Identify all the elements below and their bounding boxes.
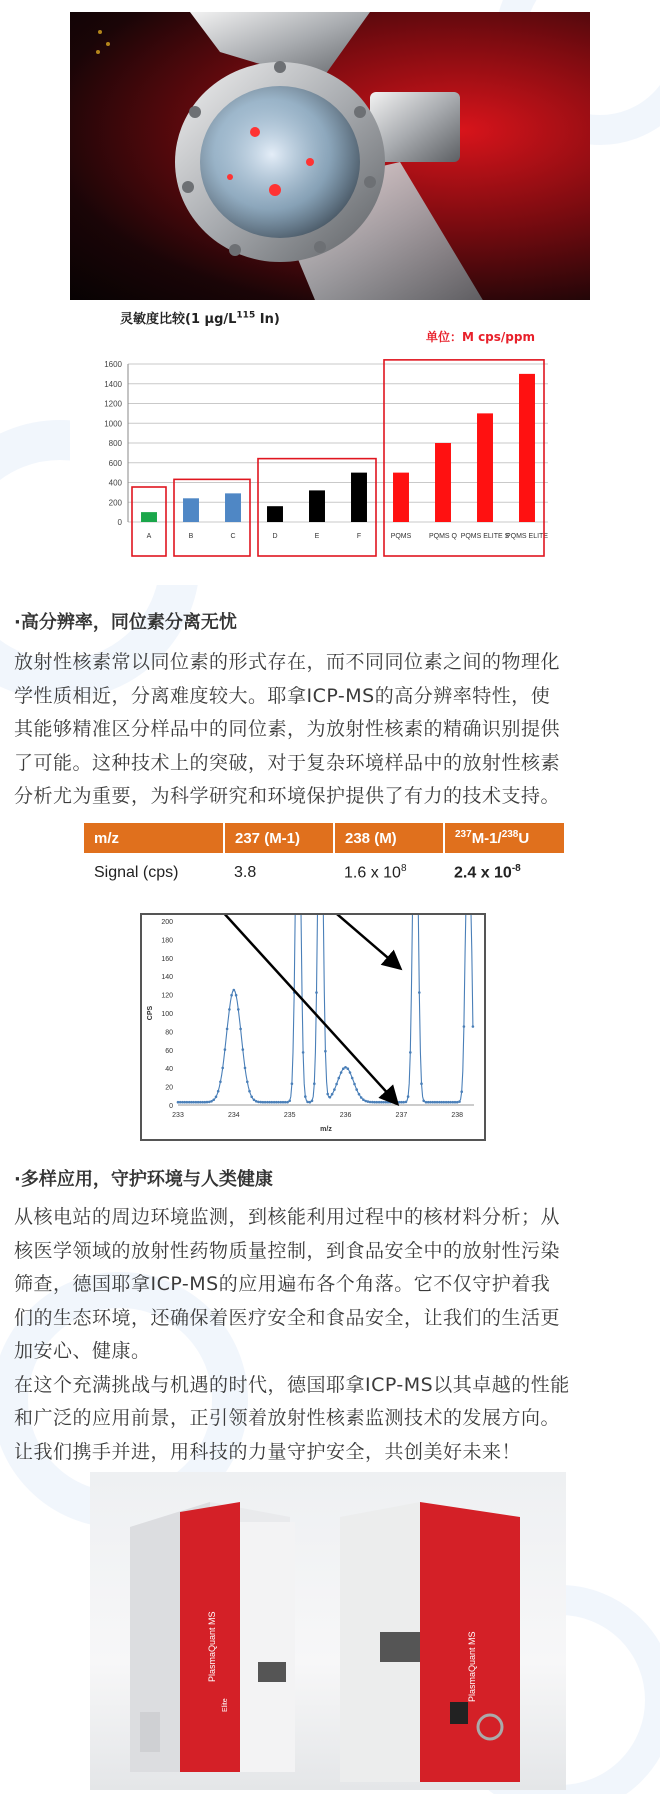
spectrum-point — [376, 1101, 379, 1104]
section-paragraph-resolution — [14, 646, 654, 814]
y-tick-label: 1600 — [104, 360, 122, 369]
spectrum-point — [409, 1051, 412, 1054]
spectrum-point — [306, 1101, 309, 1104]
bar — [393, 473, 409, 522]
table-cell: 1.6 x $10^8$ — [344, 863, 407, 882]
para-line: 分析尤为重要，为科学研究和环境保护提供了有力的技术支持。 — [14, 785, 561, 807]
table-header: m/z — [84, 823, 224, 853]
spectrum-point — [248, 1090, 251, 1093]
spectrum-point — [353, 1083, 356, 1086]
instrument-illustration — [90, 1472, 566, 1790]
para-line: 从核电站的周边环境监测，到核能利用过程中的核材料分析；从 — [14, 1206, 561, 1228]
spectrum-point — [456, 1101, 459, 1104]
spectrum-point — [358, 1093, 361, 1096]
spectrum-point — [246, 1081, 249, 1084]
para-line: 学性质相近，分离难度较大。耶拿ICP-MS的高分辨率特性，使 — [14, 684, 551, 707]
spectrum-point — [255, 1100, 258, 1103]
y-tick-label: 800 — [108, 439, 122, 448]
spectrum-point — [405, 1101, 408, 1104]
spectrum-point — [264, 1101, 267, 1104]
spectrum-point — [235, 994, 238, 997]
chart-unit: 单位：M cps/ppm — [425, 330, 535, 344]
spectrum-point — [333, 1088, 336, 1091]
section-heading-resolution: ·高分辨率，同位素分离无忧 — [14, 612, 237, 633]
x-tick-label: 236 — [339, 1112, 352, 1119]
spectrum-point — [364, 1100, 367, 1103]
y-tick-label: 80 — [165, 1029, 173, 1037]
table-cell: 2.4 x $10^{-8}$ — [454, 863, 521, 882]
y-tick-label: 400 — [108, 478, 122, 488]
spectrum-point — [313, 1082, 316, 1085]
spectrum-point — [284, 1101, 287, 1104]
bar — [309, 490, 325, 522]
x-tick-label: A — [146, 533, 152, 540]
x-tick-label: 234 — [228, 1112, 240, 1119]
spectrum-point — [344, 1066, 347, 1069]
product-image — [90, 1472, 566, 1790]
spectrum-point — [362, 1098, 365, 1101]
spectrum-point — [351, 1077, 354, 1080]
product-sublabel-left: Elite — [222, 1698, 229, 1712]
spectrum-point — [311, 1100, 314, 1103]
spectrum-point — [309, 1101, 312, 1104]
y-tick-label: 60 — [165, 1047, 173, 1055]
spectrum-point — [179, 1101, 182, 1104]
spectrum-point — [242, 1048, 245, 1051]
y-tick-label: 20 — [165, 1084, 173, 1092]
spectrum-point — [239, 1028, 242, 1031]
x-tick-label: PQMS ELITE — [505, 533, 549, 540]
table-header: 238 (M) — [334, 823, 444, 853]
bar — [141, 512, 157, 522]
sensitivity-chart — [70, 300, 590, 585]
y-tick-label: 1000 — [104, 419, 122, 429]
bar — [351, 473, 367, 522]
table-header: $^{237}$M-1/$^{238}$U — [444, 823, 564, 853]
x-tick-label: 237 — [395, 1112, 408, 1119]
spectrum-point — [206, 1101, 209, 1104]
annotation-arrow — [334, 915, 398, 967]
para-line: 加安心、健康。 — [14, 1340, 151, 1362]
x-axis-label: m/z — [320, 1126, 332, 1133]
spectrum-point — [458, 1100, 461, 1103]
table-cell: 3.8 — [234, 863, 257, 881]
y-tick-label: 1400 — [104, 379, 122, 389]
spectrum-point — [221, 1067, 224, 1070]
para-line: 让我们携手并进，用科技的力量守护安全，共创美好未来！ — [14, 1440, 522, 1463]
y-tick-label: 40 — [165, 1066, 173, 1074]
spectrum-point — [422, 1100, 425, 1103]
spectrum-point — [355, 1088, 358, 1091]
spectrum-point — [226, 1028, 229, 1031]
spectrum-point — [286, 1101, 289, 1104]
x-tick-label: F — [356, 533, 362, 540]
mass-spectrum-chart — [140, 913, 486, 1141]
spectrum-point — [420, 1082, 423, 1085]
spectrum-point — [326, 1093, 329, 1096]
spectrum-point — [369, 1101, 372, 1104]
spectrum-point — [215, 1096, 218, 1099]
y-axis-label: CPS — [147, 1005, 154, 1021]
spectrum-point — [342, 1067, 345, 1070]
spectrum-plot — [142, 915, 484, 1139]
spectrum-point — [253, 1099, 256, 1102]
x-tick-label: E — [314, 533, 320, 540]
spectrum-point — [210, 1100, 213, 1103]
y-tick-label: 0 — [169, 1103, 173, 1110]
spectrum-point — [382, 1101, 385, 1104]
spectrum-point — [304, 1095, 307, 1098]
spectrum-point — [186, 1101, 189, 1104]
spectrum-point — [291, 1082, 294, 1085]
spectrum-point — [429, 1101, 432, 1104]
spectrum-point — [407, 1095, 410, 1098]
para-line: 在这个充满挑战与机遇的时代，德国耶拿ICP-MS以其卓越的性能 — [14, 1373, 570, 1396]
x-tick-label: 238 — [451, 1112, 464, 1119]
para-line: 其能够精准区分样品中的同位素，为放射性核素的精确识别提供 — [14, 718, 561, 740]
product-label-left: PlasmaQuant MS — [207, 1611, 217, 1682]
para-line: 筛查，德国耶拿ICP-MS的应用遍布各个角落。它不仅守护着我 — [14, 1273, 551, 1295]
x-tick-label: PQMS — [390, 533, 412, 540]
section-paragraph-applications — [14, 1201, 654, 1469]
y-tick-label: 100 — [161, 1011, 173, 1018]
interface-cone-illustration — [70, 12, 590, 308]
spectrum-point — [192, 1101, 195, 1104]
spectrum-point — [367, 1100, 370, 1103]
spectrum-point — [230, 994, 233, 997]
bar — [183, 498, 199, 522]
y-tick-label: 140 — [161, 974, 173, 982]
table-header: 237 (M-1) — [224, 823, 334, 853]
spectrum-point — [335, 1083, 338, 1086]
spectrum-point — [250, 1096, 253, 1099]
spectrum-point — [340, 1071, 343, 1074]
bar — [267, 506, 283, 522]
bar — [225, 493, 241, 522]
x-tick-label: B — [188, 533, 194, 540]
spectrum-point — [460, 1090, 463, 1093]
y-tick-label: 200 — [161, 919, 173, 926]
spectrum-point — [389, 1101, 392, 1104]
spectrum-point — [443, 1101, 446, 1104]
spectrum-point — [219, 1081, 222, 1084]
spectrum-point — [331, 1093, 334, 1096]
chart-title: 灵敏度比较(1 $\mu g/L^{115}$ In) — [120, 310, 280, 327]
y-tick-label: 600 — [108, 458, 122, 468]
x-tick-label: PQMS Q — [428, 533, 458, 540]
spectrum-point — [228, 1008, 231, 1011]
spectrum-point — [244, 1067, 247, 1070]
x-tick-label: PQMS ELITE S — [460, 533, 510, 540]
spectrum-point — [347, 1067, 350, 1070]
spectrum-point — [212, 1099, 215, 1102]
spectrum-point — [349, 1071, 352, 1074]
x-tick-label: 235 — [283, 1112, 296, 1119]
spectrum-point — [271, 1101, 274, 1104]
spectrum-point — [329, 1096, 332, 1099]
spectrum-line — [178, 915, 473, 1102]
bar — [435, 443, 451, 522]
section-heading-applications: ·多样应用，守护环境与人类健康 — [14, 1169, 273, 1190]
spectrum-point — [237, 1008, 240, 1011]
spectrum-point — [233, 989, 236, 992]
spectrum-point — [199, 1101, 202, 1104]
spectrum-point — [257, 1101, 260, 1104]
spectrum-point — [436, 1101, 439, 1104]
y-tick-label: 1200 — [104, 399, 122, 409]
bar — [477, 413, 493, 522]
para-line: 放射性核素常以同位素的形式存在，而不同同位素之间的物理化 — [14, 651, 561, 673]
bar — [519, 374, 535, 522]
x-tick-label: 233 — [172, 1112, 184, 1119]
hero-image — [70, 12, 590, 308]
spectrum-point — [208, 1101, 211, 1104]
y-tick-label: 0 — [117, 518, 122, 527]
x-tick-label: D — [272, 533, 278, 540]
spectrum-point — [277, 1101, 280, 1104]
para-line: 核医学领域的放射性药物质量控制，到食品安全中的放射性污染 — [14, 1239, 561, 1262]
product-label-right: PlasmaQuant MS — [467, 1631, 477, 1702]
y-tick-label: 160 — [161, 955, 173, 963]
spectrum-point — [449, 1101, 452, 1104]
para-line: 们的生态环境，还确保着医疗安全和食品安全，让我们的生活更 — [14, 1306, 561, 1329]
spectrum-point — [402, 1101, 405, 1104]
y-tick-label: 120 — [161, 992, 173, 1000]
spectrum-point — [217, 1090, 220, 1093]
spectrum-point — [224, 1048, 227, 1051]
para-line: 和广泛的应用前景，正引领着放射性核素监测技术的发展方向。 — [14, 1407, 561, 1429]
isotope-signal-table — [84, 823, 564, 892]
spectrum-point — [418, 991, 421, 994]
y-tick-label: 180 — [161, 937, 173, 945]
para-line: 了可能。这种技术上的突破，对于复杂环境样品中的放射性核素 — [14, 751, 561, 774]
spectrum-point — [302, 1051, 305, 1054]
spectrum-point — [324, 1050, 327, 1053]
bar-chart-plot — [70, 300, 590, 585]
spectrum-point — [463, 1025, 466, 1028]
spectrum-point — [288, 1100, 291, 1103]
spectrum-point — [360, 1096, 363, 1099]
x-tick-label: C — [230, 533, 236, 540]
spectrum-point — [315, 991, 318, 994]
y-tick-label: 200 — [108, 498, 122, 508]
table-cell: Signal (cps) — [94, 863, 179, 881]
spectrum-point — [338, 1077, 341, 1080]
spectrum-point — [472, 1025, 475, 1028]
